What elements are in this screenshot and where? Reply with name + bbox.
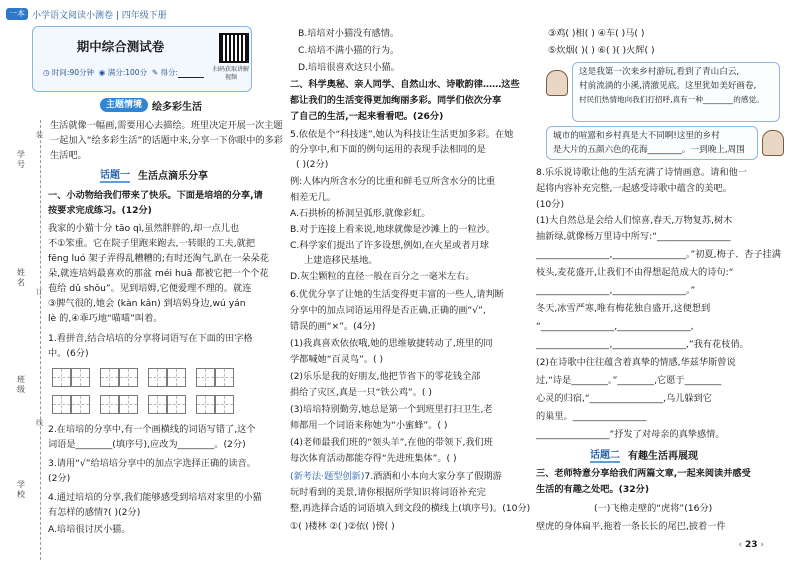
topic-one-label: 话题一 [100, 166, 130, 183]
margin-cut-2: 订 [36, 288, 43, 296]
get-score-icon: ✎ [151, 68, 159, 77]
q5-line: B.对于连接上看来说,地球就像是沙滩上的一粒沙。 [290, 224, 496, 235]
q7-row-3: ⑤炊烟( )( ) ⑥( )( )火辉( ) [548, 45, 655, 56]
q8-line: 起将内容补充完整,一起感受诗歌中蕴含的美吧。 [536, 183, 732, 194]
exam-get-score: 得分: [160, 68, 179, 77]
q7-line-1 [290, 469, 502, 484]
q8-line: ________________,________________。” [536, 285, 696, 296]
q5-line: A.石拱桥的桥洞呈弧形,就像彩虹。 [290, 208, 431, 219]
grid-box[interactable] [52, 368, 71, 387]
topic-one-header [100, 166, 208, 182]
q8-line: 过,“诗是________。”________,它愿于________ [536, 375, 722, 386]
q8-line: (10分) [536, 199, 565, 210]
margin-class: 班级 [17, 375, 25, 394]
grid-box[interactable] [71, 395, 90, 414]
q8-line: (1)大自然总是会给人们惊喜,春天,万物复苏,树木 [536, 215, 733, 226]
q1-sub2: 2.在培培的分享中,有一个画横线的词语写错了,这个 [48, 424, 256, 435]
grid-box[interactable] [100, 395, 119, 414]
grid-box[interactable] [148, 368, 167, 387]
q6-line: (1)我真喜欢依依哦,她的思维敏捷转动了,班里的同 [290, 338, 493, 349]
exam-time: 时间:90分钟 [51, 68, 95, 77]
topic-one-name: 生活点滴乐分享 [138, 170, 208, 182]
q1-sub1: 1.看拼音,结合培培的分享将词语写在下面的田字格 [48, 333, 253, 344]
exam-title: 期中综合测试卷 [76, 39, 165, 54]
margin-name: 姓名 [17, 268, 25, 287]
q6-line: 师都用一个词语来称她为“小蜜蜂”。( ) [290, 420, 448, 431]
q4-option-d: D.培培很喜欢这只小猫。 [298, 62, 400, 73]
q6-line: (3)培培特别勤劳,她总是第一个到班里打扫卫生,老 [290, 404, 493, 415]
q5-line: 的分享中,和下面的例句运用的表现手法相同的是 [290, 144, 486, 155]
q6-line: 捐给了灾区,真是一只“铁公鸡”。( ) [290, 387, 432, 398]
q8-line: (2)在诗歌中往往蕴含着真挚的情感,华兹华斯曾说 [536, 357, 736, 368]
q1-sub2-b: 词语是________(填序号),应改为________。(2分) [48, 439, 246, 450]
q1-sub3-b: (2分) [48, 473, 71, 484]
grid-box[interactable] [148, 395, 167, 414]
q1-passage-6: ③脾气很的,她会 (kàn kǎn) 到培妈身边,wú yán [48, 298, 246, 309]
grid-box[interactable] [215, 368, 234, 387]
grid-box[interactable] [167, 368, 186, 387]
article-title: (一)飞檐走壁的“虎将”(16分) [594, 503, 713, 514]
page-number-value: 23 [744, 540, 758, 550]
q1-passage-2: 不①笨重。它在院子里跑来跑去,一转眼的工夫,就把 [48, 238, 256, 249]
exam-meta [43, 67, 204, 78]
article-line-1: 壁虎的身体扁平,拖着一条长长的尾巴,披着一件 [536, 521, 726, 532]
grid-box[interactable] [119, 368, 138, 387]
topic-two-label: 话题二 [590, 446, 620, 463]
q8-line: “________________,________________, [536, 321, 694, 332]
binding-line [40, 120, 41, 560]
q6-line: 6.优优分享了让她的生活变得更丰富的一些人,请判断 [290, 289, 504, 300]
q8-line: 冬天,冰雪严寒,唯有梅花独自盛开,这便想到 [536, 303, 711, 314]
q1-sub3: 3.请用“√”给培培分享中的加点字选择正确的读音。 [48, 458, 256, 469]
q1-sub4-a: A.培培很讨厌小猫。 [48, 524, 131, 535]
q8-line: ________________”抒发了对母亲的真挚感情。 [536, 429, 725, 440]
q1-sub4-b: 有怎样的感情?( )(2分) [48, 507, 141, 518]
q6-line: (4)老师最我们班的“领头羊”,在他的带领下,我们班 [290, 437, 493, 448]
page-number [739, 540, 765, 550]
q2-head-3: 了自己的生活,一起来看看吧。(26分) [290, 111, 444, 122]
q5-line: D.灰尘颗粒的直径一般在百分之一毫米左右。 [290, 271, 475, 282]
q1-passage-4: 朵,就连培妈最喜欢的那盆 méi huā 都被它把一个个花 [48, 268, 269, 279]
q8-line: 8.乐乐说诗歌让他的生活充满了诗情画意。请和他一 [536, 167, 747, 178]
qr-code-icon[interactable] [219, 33, 249, 63]
q1-sub4: 4.通过培培的分享,我们能够感受到培培对家里的小猫 [48, 492, 262, 503]
qr-caption: 扫码获取讲解视频 [213, 66, 250, 81]
prev-page-icon[interactable]: ‹ [738, 540, 743, 550]
score-icon: ◉ [98, 68, 106, 77]
q5-line: 5.依依是个“科技迷”,她认为科技让生活更加多彩。在她 [290, 129, 514, 140]
dialog1-line: 村民们热情地向我们打招呼,真有一种________的感觉。 [579, 95, 764, 104]
q8-line: 抽新绿,就像杨万里诗中所写:“________________ [536, 231, 731, 242]
q7-line: 玩时看到的美景,请你根据所学知识将词语补充完 [290, 487, 486, 498]
q6-line: 分享中的加点词语运用得是否正确,正确的画“√”, [290, 305, 486, 316]
q1-passage-7: lè 的,④乖巧地“喵喵”叫着。 [48, 313, 163, 324]
q2-head-1: 二、科学奥秘、亲人同学、自然山水、诗歌韵律……这些 [290, 79, 520, 90]
q1-passage-3: fēng luó 架子弄得乱糟糟的;有时还淘气,趴在一朵朵花 [48, 253, 269, 264]
dialog1-line: 这是我第一次来乡村游玩,看到了青山白云, [579, 67, 740, 77]
exam-score: 满分:100分 [107, 68, 148, 77]
dialog-box-1 [572, 62, 780, 122]
grid-box[interactable] [196, 395, 215, 414]
grid-box[interactable] [196, 368, 215, 387]
q7-tag: (新考法·题型创新) [290, 471, 365, 482]
margin-cut-1: 装 [36, 131, 43, 139]
topic-two-name: 有趣生活再展现 [628, 450, 698, 462]
q6-line: (2)乐乐是我的好朋友,他把节省下的零花钱全部 [290, 371, 481, 382]
topic-two-header [590, 446, 698, 462]
theme-banner [100, 97, 202, 113]
q2-head-2: 都让我们的生活变得更加绚丽多彩。同学们依次分享 [290, 95, 502, 106]
q8-line: ________________,________________。”初夏,梅子、杏子挂满 [536, 249, 781, 260]
exam-title-box [32, 26, 252, 92]
intro-line-3: 生活吧。 [50, 150, 87, 161]
q5-line: C.科学家们提出了许多设想,例如,在火星或者月球 [290, 240, 489, 251]
grid-box[interactable] [52, 395, 71, 414]
dialog2-line: 是大片的五颜六色的花海________。一到晚上,周围 [553, 145, 745, 155]
girl-avatar-icon [546, 70, 568, 96]
grid-box[interactable] [119, 395, 138, 414]
next-page-icon[interactable]: › [760, 540, 764, 550]
series-label: 小学语文阅读小测卷 | 四年级下册 [32, 10, 167, 21]
theme-pill: 主题情境 [100, 98, 148, 112]
q5-line: 例:人体内所含水分的比重和鲜毛豆所含水分的比重 [290, 176, 496, 187]
q7-row: ①( )楼林 ②( )②依( )傍( ) [290, 521, 395, 532]
series-tag: 一本 [6, 8, 28, 20]
margin-cut-3: 线 [36, 419, 43, 427]
q4-option-c: C.培培不满小猫的行为。 [298, 45, 400, 56]
margin-school: 学校 [17, 480, 25, 499]
q7-line: 整,再选择合适的词语填入到文段的横线上(填序号)。(10分) [290, 503, 531, 514]
q5-line: ( )(2分) [296, 159, 329, 170]
q6-line: 学都喊她“百灵鸟”。( ) [290, 354, 384, 365]
q1-passage-5: 苞给 dǔ shǒu”。见到培姆,它便爱理不理的。就连 [48, 283, 252, 294]
intro-line-2: 一起加入“绘多彩生活”的话题中来,分享一下你眼中的多彩 [50, 135, 283, 146]
q1-head-2: 按要求完成练习。(12分) [48, 205, 152, 216]
boy-avatar-icon [762, 130, 784, 156]
q8-line: 心灵的归宿,“________________,乌儿躲到它 [536, 393, 712, 404]
grid-box[interactable] [215, 395, 234, 414]
q7-text: 7.酒酒和小本向大家分享了假期游 [364, 471, 502, 482]
grid-box[interactable] [100, 368, 119, 387]
grid-box[interactable] [71, 368, 90, 387]
q8-line: 的巢里。________________ [536, 411, 647, 422]
q5-line: 上建造移民基地。 [304, 255, 378, 266]
q1-head: 一、小动物给我们带来了快乐。下面是培培的分享,请 [48, 190, 263, 201]
q4-option-b: B.培培对小猫没有感情。 [298, 28, 400, 39]
series-strip [6, 6, 167, 22]
q6-line: 错误的画“×”。(4分) [290, 321, 376, 332]
q8-line: 枝头,麦花盛开,让我们不由得想起范成大的诗句:“ [536, 267, 734, 278]
dialog1-line: 村前流淌的小溪,清澈见底。这里犹如美好画卷, [579, 81, 757, 91]
q7-row-2: ③鸡( )相( ) ④车( )马( ) [548, 28, 645, 39]
q1-passage-1: 我家的小猫十分 tāo qì,虽然胖胖的,却一点儿也 [48, 223, 240, 234]
q8-line: ________________,________________,”我有花枝俏。 [536, 339, 749, 350]
q5-line: 相差无几。 [290, 192, 336, 203]
theme-text: 绘多彩生活 [152, 101, 203, 113]
dialog-box-2 [546, 126, 758, 160]
q6-line: 每次体育活动都能夺得“先进班集体”。( ) [290, 453, 457, 464]
margin-id: 学号 [17, 150, 25, 169]
q1-sub1-b: 中。(6分) [48, 348, 89, 359]
q3-head-1: 三、老师特意分享给我们两篇文章,一起来阅读并感受 [536, 468, 751, 479]
clock-icon: ◷ [43, 68, 50, 77]
grid-box[interactable] [167, 395, 186, 414]
intro-line-1: 生活就像一幅画,需要用心去描绘。班里决定开展一次主题 [50, 120, 283, 131]
dialog2-line: 城市的喧嚣和乡村真是大不同啊!这里的乡村 [553, 131, 720, 141]
q3-head-2: 生活的有趣之处吧。(32分) [536, 484, 650, 495]
